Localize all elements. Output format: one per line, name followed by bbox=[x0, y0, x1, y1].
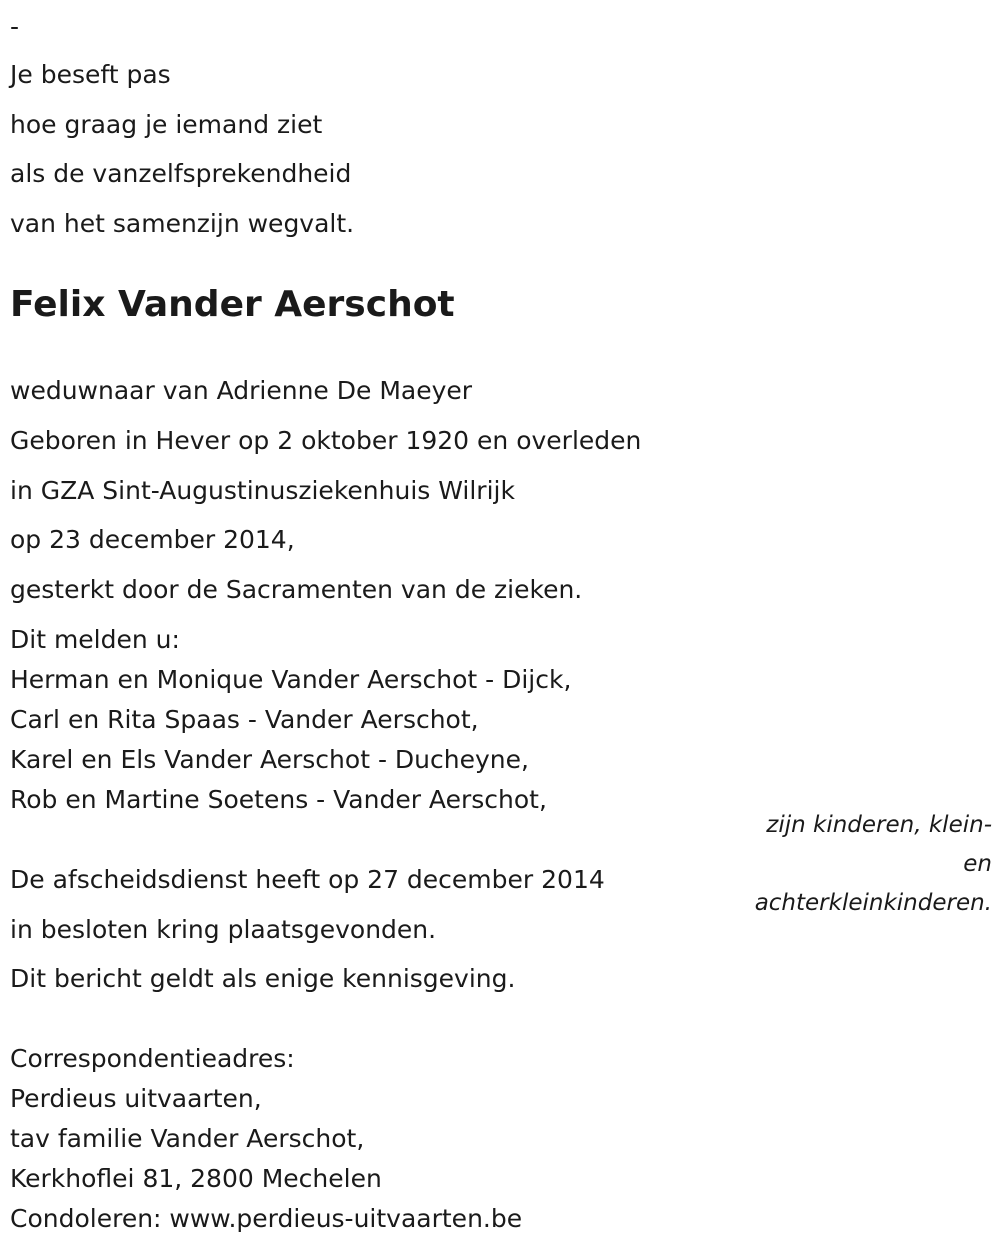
family-relation-line: en bbox=[963, 851, 992, 877]
service-line: Dit bericht geldt als enige kennisgeving. bbox=[10, 964, 516, 993]
announcement-line: op 23 december 2014, bbox=[10, 525, 295, 554]
service-line: in besloten kring plaatsgevonden. bbox=[10, 915, 437, 944]
poem-line: Je beseft pas bbox=[10, 60, 171, 89]
correspondence-line: Correspondentieadres: bbox=[10, 1044, 295, 1073]
family-relation-line: achterkleinkinderen. bbox=[754, 890, 992, 916]
family-member: Carl en Rita Spaas - Vander Aerschot, bbox=[10, 705, 479, 734]
poem-line: van het samenzijn wegvalt. bbox=[10, 209, 355, 238]
announcement-line: in GZA Sint-Augustinusziekenhuis Wilrijk bbox=[10, 476, 515, 505]
correspondence-line: Perdieus uitvaarten, bbox=[10, 1084, 262, 1113]
deceased-name: Felix Vander Aerschot bbox=[10, 284, 455, 325]
correspondence-line: Kerkhoflei 81, 2800 Mechelen bbox=[10, 1164, 382, 1193]
family-intro: Dit melden u: bbox=[10, 625, 180, 654]
family-member: Rob en Martine Soetens - Vander Aerschot, bbox=[10, 785, 547, 814]
announcement-line: weduwnaar van Adrienne De Maeyer bbox=[10, 376, 473, 405]
correspondence-line: tav familie Vander Aerschot, bbox=[10, 1124, 365, 1153]
poem-line: hoe graag je iemand ziet bbox=[10, 110, 323, 139]
condolence-link[interactable]: Condoleren: www.perdieus-uitvaarten.be bbox=[10, 1204, 523, 1233]
service-line: De afscheidsdienst heeft op 27 december 2014 bbox=[10, 865, 605, 894]
family-relation-line: zijn kinderen, klein- bbox=[766, 812, 992, 838]
announcement-line: gesterkt door de Sacramenten van de zieken. bbox=[10, 575, 583, 604]
family-member: Karel en Els Vander Aerschot - Ducheyne, bbox=[10, 745, 529, 774]
announcement-line: Geboren in Hever op 2 oktober 1920 en overleden bbox=[10, 426, 642, 455]
family-member: Herman en Monique Vander Aerschot - Dijck, bbox=[10, 665, 572, 694]
poem-line: als de vanzelfsprekendheid bbox=[10, 159, 352, 188]
poem-dash: - bbox=[10, 12, 20, 41]
